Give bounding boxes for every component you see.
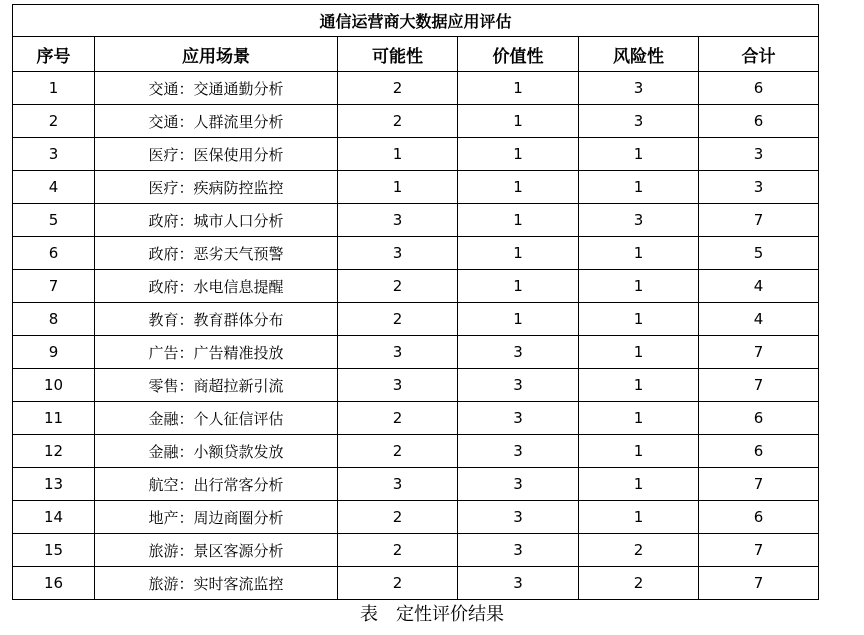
cell-index: 12: [13, 435, 95, 468]
cell-feasibility: 2: [338, 435, 458, 468]
cell-index: 8: [13, 303, 95, 336]
cell-index: 16: [13, 567, 95, 600]
cell-total: 6: [699, 105, 819, 138]
cell-scenario: 交通：交通通勤分析: [95, 72, 338, 105]
cell-scenario: 零售：商超拉新引流: [95, 369, 338, 402]
table-row: [13, 501, 819, 534]
cell-total: 4: [699, 303, 819, 336]
cell-scenario: 政府：恶劣天气预警: [95, 237, 338, 270]
cell-feasibility: 1: [338, 138, 458, 171]
cell-value: 1: [458, 204, 579, 237]
cell-index: 5: [13, 204, 95, 237]
table-row: [13, 435, 819, 468]
cell-total: 4: [699, 270, 819, 303]
evaluation-table-container: [12, 4, 818, 600]
table-row: [13, 402, 819, 435]
cell-feasibility: 2: [338, 402, 458, 435]
table-row: [13, 138, 819, 171]
cell-value: 1: [458, 105, 579, 138]
cell-total: 7: [699, 534, 819, 567]
cell-value: 1: [458, 72, 579, 105]
cell-index: 10: [13, 369, 95, 402]
cell-feasibility: 3: [338, 204, 458, 237]
cell-value: 3: [458, 468, 579, 501]
table-title-row: [13, 5, 819, 37]
table-row: [13, 237, 819, 270]
cell-feasibility: 3: [338, 336, 458, 369]
table-header-row: [13, 37, 819, 72]
cell-scenario: 航空：出行常客分析: [95, 468, 338, 501]
evaluation-table: [12, 4, 819, 600]
cell-scenario: 交通：人群流里分析: [95, 105, 338, 138]
cell-index: 6: [13, 237, 95, 270]
cell-value: 3: [458, 336, 579, 369]
cell-feasibility: 2: [338, 501, 458, 534]
cell-total: 7: [699, 567, 819, 600]
cell-feasibility: 2: [338, 270, 458, 303]
cell-risk: 2: [579, 567, 699, 600]
cell-risk: 3: [579, 105, 699, 138]
cell-index: 15: [13, 534, 95, 567]
cell-risk: 3: [579, 204, 699, 237]
cell-feasibility: 3: [338, 237, 458, 270]
cell-value: 3: [458, 567, 579, 600]
cell-total: 7: [699, 468, 819, 501]
cell-total: 3: [699, 138, 819, 171]
table-caption: [0, 600, 864, 626]
cell-risk: 1: [579, 270, 699, 303]
cell-value: 1: [458, 138, 579, 171]
cell-feasibility: 3: [338, 468, 458, 501]
cell-index: 11: [13, 402, 95, 435]
cell-scenario: 医疗：医保使用分析: [95, 138, 338, 171]
cell-scenario: 教育：教育群体分布: [95, 303, 338, 336]
table-row: [13, 171, 819, 204]
table-row: [13, 468, 819, 501]
table-row: [13, 534, 819, 567]
cell-value: 1: [458, 171, 579, 204]
cell-value: 3: [458, 435, 579, 468]
cell-feasibility: 2: [338, 567, 458, 600]
cell-risk: 1: [579, 138, 699, 171]
cell-total: 7: [699, 369, 819, 402]
table-row: [13, 72, 819, 105]
cell-value: 3: [458, 501, 579, 534]
cell-index: 7: [13, 270, 95, 303]
cell-feasibility: 2: [338, 72, 458, 105]
cell-scenario: 政府：水电信息提醒: [95, 270, 338, 303]
cell-index: 14: [13, 501, 95, 534]
cell-feasibility: 2: [338, 105, 458, 138]
cell-index: 1: [13, 72, 95, 105]
cell-scenario: 地产：周边商圈分析: [95, 501, 338, 534]
header-total: 合计: [699, 37, 819, 72]
cell-feasibility: 2: [338, 303, 458, 336]
cell-value: 3: [458, 534, 579, 567]
table-row: [13, 336, 819, 369]
table-row: [13, 105, 819, 138]
cell-risk: 1: [579, 303, 699, 336]
table-row: [13, 270, 819, 303]
cell-risk: 3: [579, 72, 699, 105]
cell-scenario: 旅游：实时客流监控: [95, 567, 338, 600]
table-body: [13, 72, 819, 600]
cell-value: 3: [458, 369, 579, 402]
cell-scenario: 广告：广告精准投放: [95, 336, 338, 369]
cell-total: 3: [699, 171, 819, 204]
caption-prefix: 表: [360, 604, 378, 625]
cell-total: 6: [699, 435, 819, 468]
header-index: 序号: [13, 37, 95, 72]
cell-risk: 1: [579, 501, 699, 534]
cell-value: 1: [458, 237, 579, 270]
table-row: [13, 204, 819, 237]
cell-index: 3: [13, 138, 95, 171]
cell-risk: 2: [579, 534, 699, 567]
cell-scenario: 医疗：疾病防控监控: [95, 171, 338, 204]
cell-index: 13: [13, 468, 95, 501]
caption-text: 定性评价结果: [396, 604, 504, 625]
table-row: [13, 567, 819, 600]
cell-scenario: 政府：城市人口分析: [95, 204, 338, 237]
cell-feasibility: 3: [338, 369, 458, 402]
cell-total: 5: [699, 237, 819, 270]
cell-feasibility: 2: [338, 534, 458, 567]
cell-index: 9: [13, 336, 95, 369]
table-row: [13, 369, 819, 402]
cell-risk: 1: [579, 369, 699, 402]
cell-value: 1: [458, 270, 579, 303]
header-value: 价值性: [458, 37, 579, 72]
cell-index: 4: [13, 171, 95, 204]
cell-total: 6: [699, 402, 819, 435]
cell-total: 6: [699, 72, 819, 105]
cell-value: 1: [458, 303, 579, 336]
cell-scenario: 金融：个人征信评估: [95, 402, 338, 435]
cell-feasibility: 1: [338, 171, 458, 204]
cell-risk: 1: [579, 468, 699, 501]
cell-risk: 1: [579, 402, 699, 435]
cell-risk: 1: [579, 237, 699, 270]
header-feasibility: 可能性: [338, 37, 458, 72]
cell-risk: 1: [579, 171, 699, 204]
header-scenario: 应用场景: [95, 37, 338, 72]
table-title: 通信运营商大数据应用评估: [13, 5, 819, 37]
cell-scenario: 旅游：景区客源分析: [95, 534, 338, 567]
cell-total: 7: [699, 204, 819, 237]
cell-total: 7: [699, 336, 819, 369]
cell-scenario: 金融：小额贷款发放: [95, 435, 338, 468]
cell-total: 6: [699, 501, 819, 534]
cell-index: 2: [13, 105, 95, 138]
cell-value: 3: [458, 402, 579, 435]
cell-risk: 1: [579, 336, 699, 369]
header-risk: 风险性: [579, 37, 699, 72]
table-row: [13, 303, 819, 336]
cell-risk: 1: [579, 435, 699, 468]
